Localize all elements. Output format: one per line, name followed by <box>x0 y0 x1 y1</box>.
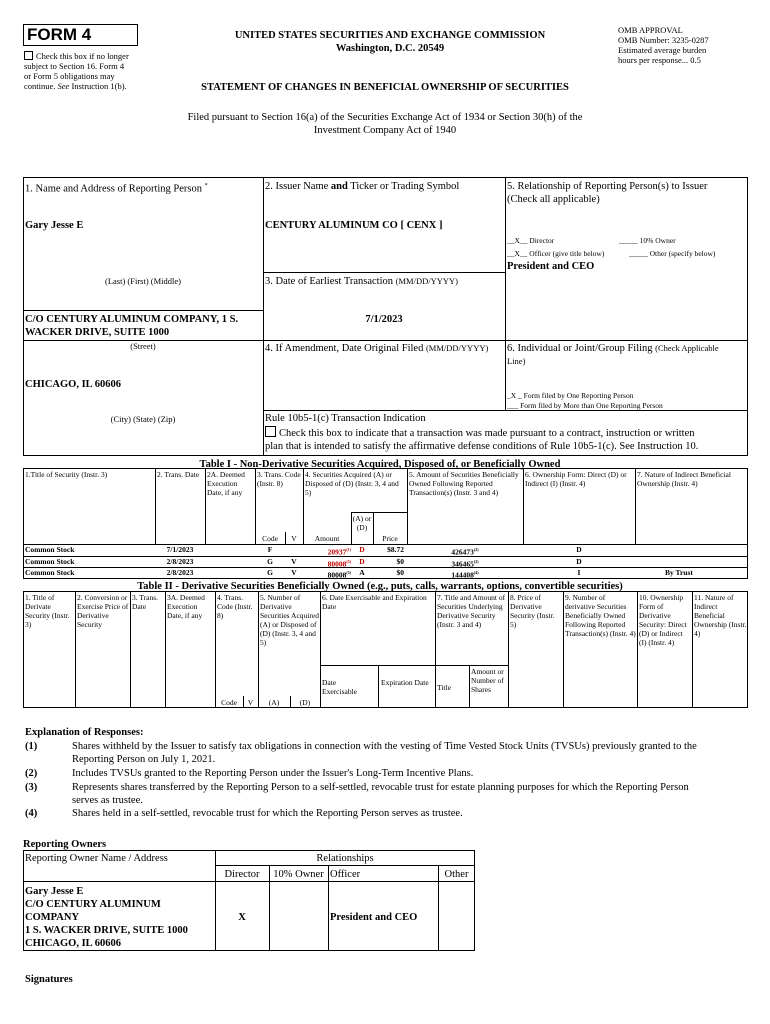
t1-cell-nature: By Trust <box>665 568 693 577</box>
explanation-text-3: Represents shares transferred by the Reporting Person to a self-settled, revocable trust for estate planning purposes for which the Reporting Person serves as trustee. <box>72 782 689 806</box>
no-longer-subject-notice: Check this box if no longer subject to Section 16. Form 4 or Form 5 obligations may continue. See Instruction 1(b). <box>24 51 129 91</box>
rule-10b5-1-title: Rule 10b5-1(c) Transaction Indication <box>265 413 426 424</box>
rule-10b5-1-text: Check this box to indicate that a transaction was made pursuant to a contract, instruction or written plan that is intended to satisfy the affirmative defense conditions of Rule 10b5-1(c). See Instruction 10. <box>265 428 699 452</box>
multi-person-filing-option: ___ Form filed by More than One Reporting Person <box>507 401 663 410</box>
t1-cell-form: I <box>577 568 581 577</box>
t2-h-owned: 9. Number of derivative Securities Beneficially Owned Following Reported Transaction(s) (Instr. 4) <box>565 593 636 638</box>
t1-sub-code: Code <box>262 534 278 543</box>
officer-option: __X__ Officer (give title below) <box>507 249 605 258</box>
t1-sub-v: V <box>291 534 297 543</box>
t1-cell-price: $8.72 <box>387 545 404 554</box>
omb-approval: OMB APPROVAL OMB Number: 3235-0287 Estimated average burden hours per response... 0.5 <box>618 25 709 65</box>
box6-label: 6. Individual or Joint/Group Filing (Check Applicable Line) <box>507 343 719 366</box>
no-longer-subject-checkbox[interactable] <box>24 51 33 60</box>
t1-cell-owned: 426473$^{(2)}$ <box>451 547 479 557</box>
t1-cell-aord: D <box>359 557 365 566</box>
box5-label: 5. Relationship of Reporting Person(s) to Issuer (Check all applicable) <box>507 181 708 205</box>
t1-cell-amount: 80008$^{(3)}$ <box>327 559 351 569</box>
agency-name: UNITED STATES SECURITIES AND EXCHANGE COMMISSION <box>234 30 546 41</box>
t2-h-price: 8. Price of Derivative Security (Instr. 5) <box>510 593 555 629</box>
t2-sub-title: Title <box>437 683 451 692</box>
explanation-text-4: Shares held in a self-settled, revocable trust for which the Reporting Person serves as trustee. <box>72 808 463 819</box>
street-sublabel: (Street) <box>130 341 156 351</box>
other-option: _____ Other (specify below) <box>629 249 716 258</box>
explanation-num-4: (4) <box>25 808 38 819</box>
form-label: FORM 4 <box>27 25 92 44</box>
reporting-person-street: C/O CENTURY ALUMINUM COMPANY, 1 S. WACKER DRIVE, SUITE 1000 <box>25 314 239 338</box>
t2-sub-amount: Amount or Number of Shares <box>471 667 504 694</box>
owners-col-name: Reporting Owner Name / Address <box>25 853 168 864</box>
t2-sub-a: (A) <box>268 698 280 707</box>
t1-h-title: 1.Title of Security (Instr. 3) <box>25 470 108 479</box>
t1-sub-aord: (A) or (D) <box>352 514 372 532</box>
t1-h-amount-owned: 5. Amount of Securities Beneficially Owned Following Reported Transaction(s) (Instr. 3 and 4) <box>409 470 519 497</box>
t1-cell-title: Common Stock <box>25 557 75 566</box>
t1-cell-title: Common Stock <box>25 568 75 577</box>
t1-h-securities: 4. Securities Acquired (A) or Disposed of (D) (Instr. 3, 4 and 5) <box>305 470 399 497</box>
t1-h-deemed: 2A. Deemed Execution Date, if any <box>207 470 245 497</box>
t1-cell-aord: A <box>359 568 365 577</box>
t2-h-title: 1. Title of Derivate Security (Instr. 3) <box>25 593 70 629</box>
t1-row-1 <box>23 545 748 556</box>
t1-h-code: 3. Trans. Code (Instr. 8) <box>257 470 301 488</box>
city-sublabel: (City) (State) (Zip) <box>110 414 176 424</box>
t2-sub-exercisable: Date Exercisable <box>322 678 357 696</box>
t1-sub-price: Price <box>382 534 398 543</box>
t1-cell-title: Common Stock <box>25 545 75 554</box>
t2-sub-d: (D) <box>299 698 311 707</box>
t2-h-date: 3. Trans. Date <box>132 593 159 611</box>
owners-col-ten: 10% Owner <box>273 869 324 880</box>
reporting-person-name: Gary Jesse E <box>25 220 84 231</box>
owner-address: Gary Jesse E C/O CENTURY ALUMINUM COMPANY 1 S. WACKER DRIVE, SUITE 1000 CHICAGO, IL 60606 <box>25 886 188 949</box>
t2-sub-expiration: Expiration Date <box>381 678 429 687</box>
name-sublabel: (Last) (First) (Middle) <box>104 276 181 286</box>
agency-city: Washington, D.C. 20549 <box>335 43 445 54</box>
t1-cell-owned: 144408$^{(4)}$ <box>451 570 479 580</box>
t1-cell-price: $0 <box>396 568 404 577</box>
signatures-title: Signatures <box>25 974 73 985</box>
t1-cell-form: D <box>576 557 582 566</box>
explanation-num-3: (3) <box>25 782 38 793</box>
table2-title: Table II - Derivative Securities Beneficially Owned (e.g., puts, calls, warrants, options, convertible securities) <box>137 581 623 592</box>
t2-h-nature: 11. Nature of Indirect Beneficial Ownership (Instr. 4) <box>694 593 747 638</box>
officer-title: President and CEO <box>507 261 595 272</box>
statement-title: STATEMENT OF CHANGES IN BENEFICIAL OWNERSHIP OF SECURITIES <box>201 82 569 93</box>
t1-cell-code: G <box>267 557 273 566</box>
box2-label: 2. Issuer Name and Ticker or Trading Symbol <box>265 181 460 192</box>
ten-percent-owner-option: _____ 10% Owner <box>619 236 676 245</box>
t1-cell-date: 2/8/2023 <box>166 568 194 577</box>
owners-col-relationships: Relationships <box>316 853 374 864</box>
one-person-filing-option: _X _ Form filed by One Reporting Person <box>507 391 634 400</box>
t1-h-nature: 7. Nature of Indirect Beneficial Ownership (Instr. 4) <box>637 470 731 488</box>
t1-cell-date: 2/8/2023 <box>166 557 194 566</box>
rule-10b5-1-checkbox[interactable] <box>265 426 276 437</box>
t1-cell-owned: 346465$^{(2)}$ <box>451 559 479 569</box>
earliest-transaction-date: 7/1/2023 <box>365 314 403 325</box>
t2-sub-v: V <box>247 698 254 707</box>
t1-cell-aord: D <box>359 545 365 554</box>
t1-cell-v: V <box>291 568 297 577</box>
t1-cell-v: V <box>291 557 297 566</box>
owners-col-director: Director <box>224 869 260 880</box>
box3-label: 3. Date of Earliest Transaction (MM/DD/YYYY) <box>265 276 458 287</box>
t1-cell-code: F <box>267 545 273 554</box>
t1-cell-amount: 80008$^{(3)}$ <box>327 570 351 580</box>
box1-label: 1. Name and Address of Reporting Person * <box>25 183 208 195</box>
table1-title: Table I - Non-Derivative Securities Acquired, Disposed of, or Beneficially Owned <box>199 459 561 470</box>
owners-col-other: Other <box>444 869 469 880</box>
t1-cell-form: D <box>576 545 582 554</box>
t2-h-underlying: 7. Title and Amount of Securities Underlying Derivative Security (Instr. 3 and 4) <box>437 593 506 629</box>
issuer-name: CENTURY ALUMINUM CO [ CENX ] <box>265 220 443 231</box>
t2-sub-code: Code <box>221 698 237 707</box>
t2-h-deemed: 3A. Deemed Execution Date, if any <box>167 593 205 620</box>
explanation-text-1: Shares withheld by the Issuer to satisfy tax obligations in connection with the vesting of Time Vested Stock Units (TVSUs) previously granted to the Reporting Person on July 1, 2021. <box>72 741 697 765</box>
box4-label: 4. If Amendment, Date Original Filed (MM/DD/YYYY) <box>265 343 489 354</box>
explanation-text-2: Includes TVSUs granted to the Reporting Person under the Issuer's Long-Term Incentive Plans. <box>72 768 474 779</box>
t1-row-3 <box>23 568 748 579</box>
director-option: __X__ Director <box>507 236 555 245</box>
t2-h-ownership: 10. Ownership Form of Derivative Security: Direct (D) or Indirect (I) (Instr. 4) <box>639 593 687 647</box>
t1-cell-amount: 20937$^{(1)}$ <box>327 547 351 557</box>
t1-sub-amount: Amount <box>314 534 340 543</box>
owners-col-officer: Officer <box>330 869 361 880</box>
t1-cell-price: $0 <box>396 557 404 566</box>
explanation-num-1: (1) <box>25 741 38 752</box>
explanation-title: Explanation of Responses: <box>25 727 144 738</box>
filed-pursuant: Filed pursuant to Section 16(a) of the Securities Exchange Act of 1934 or Section 30(h) of the Investment Company Act of 1940 <box>187 112 583 136</box>
owner-officer-title: President and CEO <box>330 912 418 923</box>
reporting-owners-title: Reporting Owners <box>23 839 107 850</box>
t2-h-exercisable: 6. Date Exercisable and Expiration Date <box>322 593 427 611</box>
reporting-person-city: CHICAGO, IL 60606 <box>25 379 121 390</box>
t1-cell-date: 7/1/2023 <box>166 545 194 554</box>
t2-h-number: 5. Number of Derivative Securities Acquired (A) or Disposed of (D) (Instr. 3, 4 and 5) <box>260 593 319 647</box>
t1-cell-code: G <box>267 568 273 577</box>
t2-h-code: 4. Trans. Code (Instr. 8) <box>217 593 253 620</box>
t2-h-conversion: 2. Conversion or Exercise Price of Derivative Security <box>77 593 129 629</box>
t1-h-date: 2. Trans. Date <box>157 470 200 479</box>
owner-director-mark: X <box>238 912 246 923</box>
explanation-num-2: (2) <box>25 768 38 779</box>
t1-h-ownership-form: 6. Ownership Form: Direct (D) or Indirect (I) (Instr. 4) <box>525 470 627 488</box>
